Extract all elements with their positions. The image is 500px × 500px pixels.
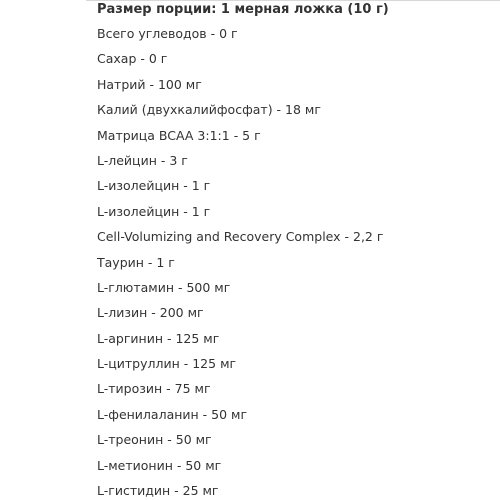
ingredient-item: L-гистидин - 25 мг: [97, 483, 219, 499]
top-divider: [86, 0, 500, 1]
ingredient-list: [97, 26, 383, 500]
ingredient-item: L-изолейцин - 1 г: [97, 203, 211, 219]
ingredient-item: L-лизин - 200 мг: [97, 305, 204, 321]
ingredient-item: L-метионин - 50 мг: [97, 457, 222, 473]
ingredient-item: Матрица BCAA 3:1:1 - 5 г: [97, 127, 261, 143]
ingredient-item: L-тирозин - 75 мг: [97, 381, 211, 397]
ingredient-item: Сахар - 0 г: [97, 51, 168, 67]
ingredient-item: L-треонин - 50 мг: [97, 432, 212, 448]
ingredient-item: L-изолейцин - 1 г: [97, 178, 211, 194]
ingredient-item: Натрий - 100 мг: [97, 76, 202, 92]
ingredient-item: L-аргинин - 125 мг: [97, 330, 220, 346]
serving-size-heading: Размер порции: 1 мерная ложка (10 г): [97, 2, 389, 17]
ingredient-item: Таурин - 1 г: [97, 254, 175, 270]
ingredient-item: L-глютамин - 500 мг: [97, 279, 231, 295]
ingredient-item: Калий (двухкалийфосфат) - 18 мг: [97, 102, 321, 118]
ingredient-item: L-цитруллин - 125 мг: [97, 356, 237, 372]
ingredient-item: L-фенилаланин - 50 мг: [97, 406, 248, 422]
ingredient-item: L-лейцин - 3 г: [97, 152, 188, 168]
ingredient-item: Cell-Volumizing and Recovery Complex - 2,2 г: [97, 229, 384, 245]
ingredient-item: Всего углеводов - 0 г: [97, 26, 238, 41]
